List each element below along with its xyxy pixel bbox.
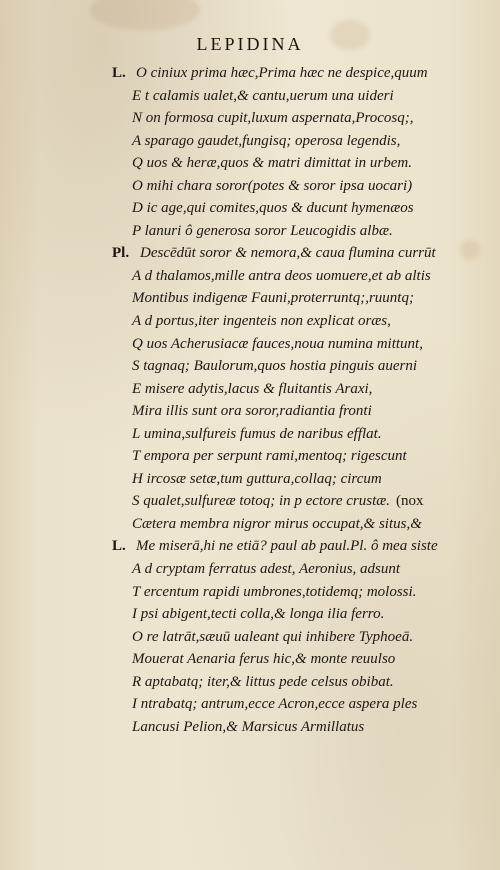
- verse-text: A d thalamos,mille antra deos uomuere,et ab altis: [132, 267, 431, 284]
- verse-line: [112, 310, 492, 333]
- verse-line: [112, 581, 492, 604]
- verse-text: T empora per serpunt rami,mentoq; rigescunt: [132, 448, 407, 465]
- verse-text: D ic age,qui comites,quos & ducunt hymenæos: [132, 200, 414, 217]
- verse-line: [112, 716, 492, 739]
- verse-text: I psi abigent,tecti colla,& longa ilia ferro.: [132, 606, 385, 623]
- verse-line: [112, 468, 492, 491]
- verse-line: [112, 671, 492, 694]
- verse-text: Mira illis sunt ora soror,radiantia fronti: [132, 403, 372, 420]
- verse-text: Cætera membra nigror mirus occupat,& situs,&: [132, 515, 422, 532]
- verse-text: H ircosæ setæ,tum guttura,collaq; circum: [132, 470, 382, 487]
- verse-text: O re latrāt,sæuū ualeant qui inhibere Typhoeā.: [132, 628, 414, 645]
- verse-continuation: (nox: [396, 493, 424, 510]
- verse-line: [112, 400, 492, 423]
- speaker-label: L.: [112, 538, 126, 555]
- verse-line: [112, 648, 492, 671]
- verse-text: O ciniux prima hæc,Prima hæc ne despice,quum: [136, 65, 428, 81]
- verse-text: Q uos & heræ,quos & matri dimittat in urbem.: [132, 155, 413, 172]
- verse-text: P lanuri ô generosa soror Leucogidis albæ.: [132, 222, 393, 239]
- verse-text: A d portus,iter ingenteis non explicat oræs,: [132, 313, 391, 330]
- verse-text: Montibus indigenæ Fauni,proterruntq;,ruuntq;: [132, 290, 414, 307]
- verse-line: [112, 445, 492, 468]
- verse-line: [112, 85, 492, 108]
- verse-text: A d cryptam ferratus adest, Aeronius, adsunt: [132, 561, 401, 578]
- verse-text: R aptabatq; iter,& littus pede celsus obibat.: [132, 673, 394, 690]
- verse-line: [112, 535, 492, 558]
- verse-line: [112, 603, 492, 626]
- verse-line: [112, 490, 492, 513]
- verse-text: O mihi chara soror(potes & soror ipsa uocari): [132, 177, 413, 194]
- verse-line: [112, 62, 492, 85]
- running-head: LEPIDINA: [196, 34, 304, 54]
- verse-line: [112, 175, 492, 198]
- verse-line: [112, 107, 492, 130]
- verse-text: Descēdūt soror & nemora,& caua flumina currūt: [140, 245, 436, 262]
- speaker-label: L.: [112, 65, 126, 81]
- verse-line: [112, 693, 492, 716]
- verse-line: [112, 242, 492, 265]
- verse-line: [112, 287, 492, 310]
- verse-line: [112, 130, 492, 153]
- verse-line: [112, 423, 492, 446]
- verse-block: [112, 62, 492, 738]
- verse-text: L umina,sulfureis fumus de naribus efflat.: [132, 425, 382, 442]
- paper-stain: [90, 0, 200, 30]
- verse-text: E misere adytis,lacus & fluitantis Araxi,: [132, 380, 373, 397]
- verse-line: [112, 152, 492, 175]
- verse-text: N on formosa cupit,luxum aspernata,Procosq;,: [132, 110, 414, 127]
- verse-text: Lancusi Pelion,& Marsicus Armillatus: [132, 718, 365, 735]
- verse-text: T ercentum rapidi umbrones,totidemq; molossi.: [132, 583, 417, 600]
- verse-text: I ntrabatq; antrum,ecce Acron,ecce aspera ples: [132, 696, 418, 713]
- verse-line: [112, 378, 492, 401]
- verse-line: [112, 355, 492, 378]
- verse-line: [112, 220, 492, 243]
- speaker-label: Pl.: [112, 245, 130, 262]
- verse-text: Mouerat Aenaria ferus hic,& monte reuulso: [132, 651, 396, 668]
- verse-text: Me miserā,hi ne etiā? paul ab paul.Pl. ô mea siste: [136, 538, 438, 555]
- verse-line: [112, 265, 492, 288]
- verse-text: S tagnaq; Baulorum,quos hostia pinguis auerni: [132, 358, 418, 375]
- verse-text: Q uos Acherusiacæ fauces,noua numina mittunt,: [132, 335, 423, 352]
- verse-line: [112, 513, 492, 536]
- verse-line: [112, 558, 492, 581]
- verse-text: S qualet,sulfureæ totoq; in p ectore crustæ.: [132, 493, 391, 510]
- verse-line: [112, 626, 492, 649]
- verse-text: E t calamis ualet,& cantu,uerum una uideri: [132, 87, 394, 104]
- verse-line: [112, 333, 492, 356]
- verse-text: A sparago gaudet,fungisq; operosa legendis,: [132, 132, 401, 149]
- verse-line: [112, 197, 492, 220]
